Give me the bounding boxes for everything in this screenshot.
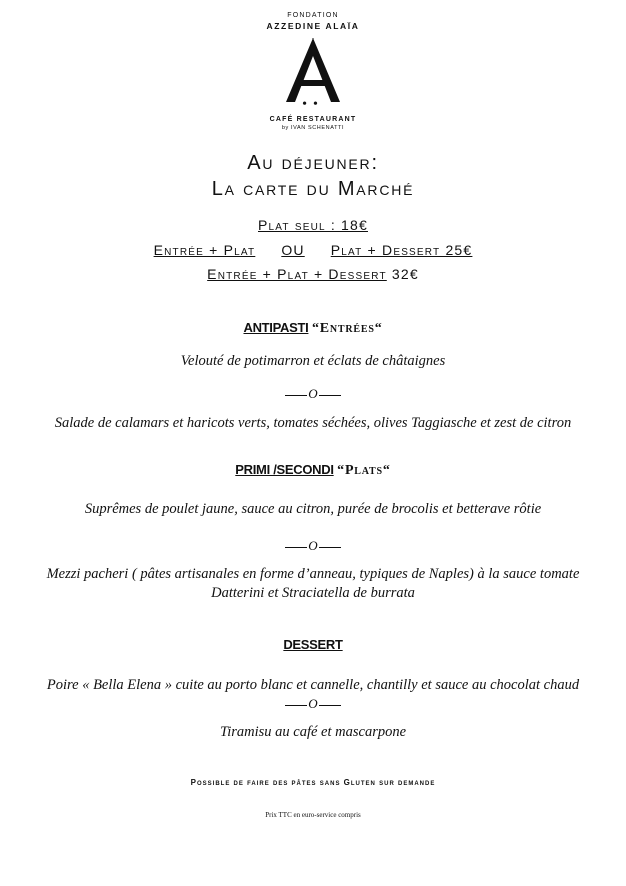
entree-plat-label: Entrée + Plat bbox=[153, 242, 256, 258]
separator: O bbox=[0, 696, 626, 712]
logo-dots: •• bbox=[302, 97, 324, 112]
section-primi-title: PRIMI /SECONDI bbox=[235, 462, 334, 477]
section-antipasti bbox=[0, 320, 626, 337]
section-antipasti-title: ANTIPASTI bbox=[243, 320, 309, 335]
dish-mezzi-line1: Mezzi pacheri ( pâtes artisanales en forme d’anneau, typiques de Naples) à la sauce tomate bbox=[46, 566, 580, 582]
entree-plat-dessert-label: Entrée + Plat + Dessert bbox=[207, 266, 387, 282]
foundation-label: FONDATION bbox=[287, 12, 339, 19]
gluten-note: Possible de faire des pâtes sans Gluten sur demande bbox=[190, 778, 436, 787]
chef-credit: by IVAN SCHENATTI bbox=[281, 125, 345, 131]
dish-salade: Salade de calamars et haricots verts, tomates séchées, olives Taggiasche et zest de citron bbox=[54, 415, 572, 431]
trois-plats-price: 32€ bbox=[391, 266, 419, 282]
cafe-restaurant-label: CAFÉ RESTAURANT bbox=[269, 116, 357, 123]
ou-label: OU bbox=[281, 242, 305, 258]
dish-supremes: Suprêmes de poulet jaune, sauce au citron, purée de brocolis et betterave rôtie bbox=[84, 501, 542, 517]
price-plat-seul bbox=[0, 217, 626, 233]
separator: O bbox=[0, 386, 626, 402]
section-antipasti-subtitle: “Entrées“ bbox=[311, 321, 383, 336]
section-dessert-title: DESSERT bbox=[283, 637, 343, 652]
price-formula-row bbox=[0, 242, 626, 258]
section-primi bbox=[0, 462, 626, 479]
section-primi-subtitle: “Plats“ bbox=[337, 463, 391, 478]
plat-seul-label: Plat seul : 18€ bbox=[258, 217, 368, 233]
price-note: Prix TTC en euro-service compris bbox=[265, 811, 361, 819]
brand-name: AZZEDINE ALAÏA bbox=[266, 21, 360, 31]
dish-poire: Poire « Bella Elena » cuite au porto blanc et cannelle, chantilly et sauce au chocolat chaud bbox=[46, 677, 580, 693]
menu-title-line1: Au déjeuner: bbox=[247, 152, 379, 174]
plat-dessert-label: Plat + Dessert 25€ bbox=[330, 242, 473, 258]
section-dessert bbox=[0, 637, 626, 654]
dish-tiramisu: Tiramisu au café et mascarpone bbox=[219, 724, 407, 740]
menu-title-line2: La carte du Marché bbox=[211, 178, 415, 200]
dish-veloute: Velouté de potimarron et éclats de châtaignes bbox=[180, 353, 446, 369]
separator: O bbox=[0, 538, 626, 554]
dish-mezzi-pacheri bbox=[0, 565, 626, 603]
price-trois-plats bbox=[0, 266, 626, 282]
dish-mezzi-line2: Datterini et Straciatella de burrata bbox=[211, 585, 415, 601]
